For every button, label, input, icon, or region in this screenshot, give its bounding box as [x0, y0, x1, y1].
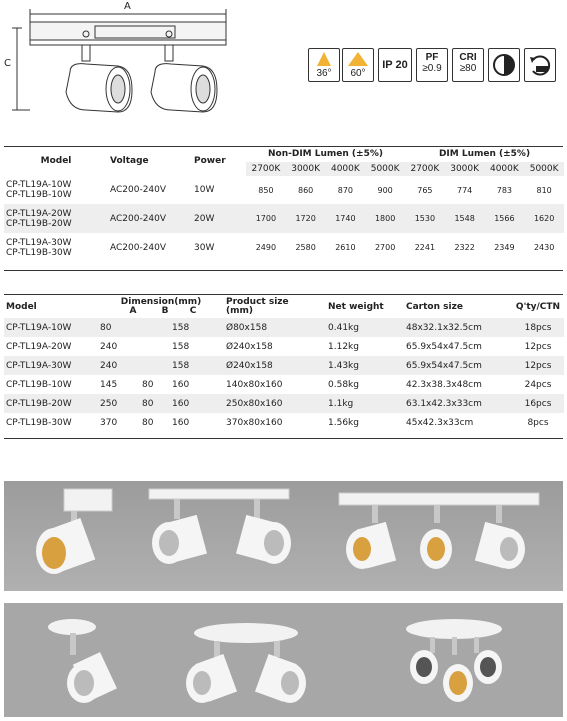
light-beam-icon: [346, 51, 370, 67]
technical-drawing: [0, 0, 240, 120]
table-row: [4, 204, 564, 233]
net-weight-cell: 0.58kg: [328, 379, 359, 390]
model-cell: CP-TL19A-30W: [6, 360, 72, 371]
dim-c-cell: 160: [172, 398, 190, 409]
beam-36-label: 36°: [316, 68, 332, 79]
dimming-icon: [491, 52, 517, 78]
header-model: Model: [6, 302, 37, 312]
header-carton-size: Carton size: [406, 302, 463, 312]
pf-label: PF: [425, 52, 439, 63]
dim-b-cell: 80: [142, 398, 154, 409]
cct-header: 5000K: [370, 164, 400, 174]
table-row: [4, 318, 564, 337]
product-size-cell: 140x80x160: [226, 379, 283, 390]
table-row: [4, 337, 564, 356]
lumen-cell: 1620: [533, 214, 555, 223]
header-nondim-lumen: Non-DIM Lumen (±5%): [268, 149, 383, 159]
header-dim-lumen: DIM Lumen (±5%): [438, 149, 531, 159]
dim-a-cell: 240: [100, 341, 118, 352]
dim-c-cell: 160: [172, 379, 190, 390]
table2-top-border: [4, 294, 563, 295]
net-weight-cell: 1.43kg: [328, 360, 359, 371]
lumen-cell: 850: [258, 185, 274, 195]
carton-size-cell: 42.3x38.3x48cm: [406, 379, 482, 390]
lumen-cell: 2580: [295, 243, 316, 252]
cct-header: 3000K: [450, 164, 480, 174]
qty-cell: 24pcs: [524, 379, 552, 390]
qty-cell: 12pcs: [524, 341, 552, 352]
model-cell: CP-TL19B-20W: [6, 398, 72, 409]
carton-size-cell: 48x32.1x32.5cm: [406, 322, 482, 333]
cct-header: 5000K: [529, 164, 559, 174]
power-cell: 20W: [194, 213, 215, 224]
cct-header: 2700K: [410, 164, 440, 174]
cct-header: 2700K: [251, 164, 281, 174]
dim-c-cell: 158: [172, 360, 190, 371]
dim-a-cell: 250: [100, 398, 118, 409]
product-photo-panel-a: [4, 603, 563, 717]
header-dimension: Dimension(mm) A B C: [120, 297, 202, 316]
rotation-badge: [524, 48, 556, 82]
lumen-cell: 2430: [533, 243, 555, 252]
dim-b-cell: 80: [142, 379, 154, 390]
beam-60-badge: [342, 48, 374, 82]
table-row: [4, 233, 564, 262]
lumen-cell: 2241: [414, 243, 436, 252]
beam-36-badge: [308, 48, 340, 82]
lumen-cell: 1700: [255, 214, 277, 223]
lumen-cell: 1548: [454, 214, 475, 223]
dim-b-cell: [140, 337, 170, 356]
product-photo-a: [4, 603, 563, 717]
dim-a-cell: 370: [100, 417, 118, 428]
lumen-cell: 870: [337, 185, 354, 195]
lumen-cell: 1720: [295, 214, 316, 223]
net-weight-cell: 0.41kg: [328, 322, 359, 333]
dim-b-cell: [140, 356, 170, 375]
cct-header: 3000K: [291, 164, 321, 174]
voltage-cell: AC200-240V: [110, 185, 167, 195]
dimming-badge: [488, 48, 520, 82]
dim-c-cell: 158: [172, 341, 190, 352]
voltage-cell: AC200-240V: [110, 242, 167, 253]
lumen-cell: 2490: [255, 243, 277, 252]
product-size-cell: Ø240x158: [226, 360, 273, 371]
model-cell: CP-TL19A-20W CP-TL19B-20W: [6, 208, 72, 229]
model-cell: CP-TL19A-10W CP-TL19B-10W: [6, 180, 72, 200]
lumen-cell: 765: [417, 185, 433, 195]
header-net-weight: Net weight: [328, 302, 384, 312]
cct-header: 4000K: [330, 164, 360, 174]
model-cell: CP-TL19A-20W: [6, 341, 72, 352]
dim-c-cell: 160: [172, 417, 190, 428]
cri-label: CRI: [459, 52, 477, 63]
product-size-cell: Ø80x158: [226, 322, 268, 333]
dim-a-cell: 145: [100, 379, 118, 390]
carton-size-cell: 63.1x42.3x33cm: [406, 398, 482, 409]
table2-bottom-border: [4, 438, 563, 439]
header-voltage: Voltage: [110, 156, 149, 166]
lumen-cell: 774: [456, 185, 473, 195]
table-row: [4, 375, 564, 394]
product-size-cell: Ø240x158: [226, 341, 273, 352]
table1-bottom-border: [4, 270, 563, 271]
lumen-table: [4, 146, 564, 262]
ip20-label: IP 20: [382, 59, 408, 71]
dim-a-cell: 80: [100, 322, 112, 333]
net-weight-cell: 1.56kg: [328, 417, 359, 428]
lumen-cell: 2349: [494, 243, 515, 252]
product-photo-b: [4, 481, 563, 591]
model-cell: CP-TL19B-10W: [6, 379, 72, 390]
pf-badge: [416, 48, 448, 82]
model-cell: CP-TL19A-30W CP-TL19B-30W: [6, 237, 72, 258]
table-row: [4, 356, 564, 375]
lumen-cell: 2700: [374, 243, 396, 252]
table-row: [4, 394, 564, 413]
pf-value: ≥0.9: [422, 63, 442, 74]
dimension-a-label: A: [124, 1, 131, 12]
dimension-c-label: C: [4, 58, 11, 69]
product-photo-panel-b: [4, 481, 563, 591]
lumen-cell: 1800: [374, 214, 396, 223]
product-size-cell: 370x80x160: [226, 417, 283, 428]
cct-header: 4000K: [489, 164, 519, 174]
table-row: [4, 413, 564, 432]
lumen-cell: 783: [496, 185, 513, 195]
rotation-icon: [527, 52, 553, 78]
qty-cell: 18pcs: [524, 322, 552, 333]
net-weight-cell: 1.12kg: [328, 341, 359, 352]
cri-value: ≥80: [459, 63, 477, 74]
dimension-table: [4, 296, 564, 432]
dim-a-cell: 240: [100, 360, 118, 371]
lumen-cell: 2610: [335, 243, 356, 252]
header-model: Model: [40, 156, 72, 166]
header-power: Power: [194, 156, 226, 166]
qty-cell: 12pcs: [524, 360, 552, 371]
lumen-cell: 1740: [335, 214, 356, 223]
beam-60-label: 60°: [350, 68, 366, 79]
qty-cell: 8pcs: [527, 417, 549, 428]
qty-cell: 16pcs: [524, 398, 552, 409]
dim-b-cell: [140, 318, 170, 337]
header-qty: Q'ty/CTN: [515, 302, 561, 312]
light-beam-icon: [314, 51, 334, 67]
lumen-cell: 860: [297, 185, 314, 195]
header-product-size: Product size (mm): [226, 297, 289, 316]
model-cell: CP-TL19A-10W: [6, 322, 72, 333]
power-cell: 30W: [194, 242, 215, 253]
lumen-cell: 900: [377, 185, 393, 195]
carton-size-cell: 65.9x54x47.5cm: [406, 360, 482, 371]
carton-size-cell: 45x42.3x33cm: [406, 417, 474, 428]
voltage-cell: AC200-240V: [110, 213, 167, 224]
lumen-cell: 1530: [414, 214, 436, 223]
product-size-cell: 250x80x160: [226, 398, 283, 409]
dim-b-cell: 80: [142, 417, 154, 428]
power-cell: 10W: [194, 185, 215, 195]
lumen-cell: 2322: [454, 243, 475, 252]
cri-badge: [452, 48, 484, 82]
table-row: [4, 176, 564, 204]
carton-size-cell: 65.9x54x47.5cm: [406, 341, 482, 352]
dim-c-cell: 158: [172, 322, 190, 333]
lumen-cell: 810: [536, 185, 552, 195]
lumen-cell: 1566: [494, 214, 515, 223]
model-cell: CP-TL19B-30W: [6, 417, 72, 428]
ip20-badge: [378, 48, 412, 82]
net-weight-cell: 1.1kg: [328, 398, 354, 409]
